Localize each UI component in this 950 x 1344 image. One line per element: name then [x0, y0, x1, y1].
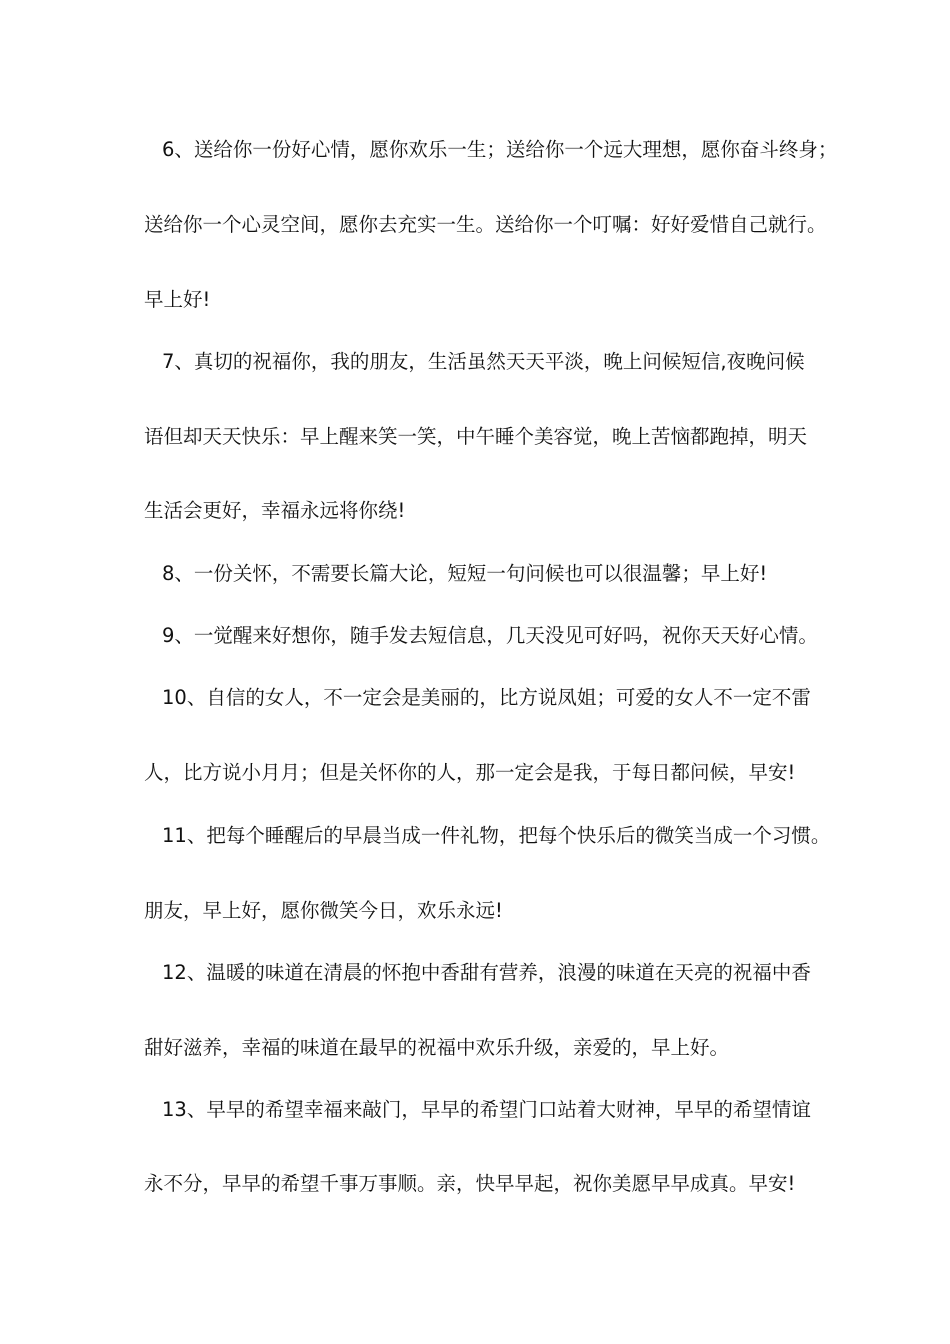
paragraph-6-line-1: 6、送给你一份好心情，愿你欢乐一生；送给你一个远大理想，愿你奋斗终身； [162, 138, 838, 161]
paragraph-13-line-2: 永不分，早早的希望千事万事顺。亲，快早早起，祝你美愿早早成真。早安! [144, 1172, 796, 1195]
paragraph-11-line-2: 朋友，早上好，愿你微笑今日，欢乐永远! [144, 899, 503, 922]
paragraph-7-line-3: 生活会更好，幸福永远将你绕! [144, 499, 406, 522]
paragraph-13-line-1: 13、早早的希望幸福来敲门，早早的希望门口站着大财神，早早的希望情谊 [162, 1098, 811, 1121]
paragraph-10-line-2: 人，比方说小月月；但是关怀你的人，那一定会是我，于每日都问候，早安! [144, 761, 796, 784]
paragraph-6-line-2: 送给你一个心灵空间，愿你去充实一生。送给你一个叮嘱：好好爱惜自己就行。 [144, 213, 827, 236]
paragraph-12-line-2: 甜好滋养，幸福的味道在最早的祝福中欢乐升级，亲爱的，早上好。 [144, 1036, 730, 1059]
paragraph-9-line-1: 9、一觉醒来好想你，随手发去短信息，几天没见可好吗，祝你天天好心情。 [162, 624, 818, 647]
paragraph-7-line-2: 语但却天天快乐：早上醒来笑一笑，中午睡个美容觉，晚上苦恼都跑掉，明天 [144, 425, 808, 448]
paragraph-6-line-3: 早上好! [144, 288, 211, 311]
paragraph-8-line-1: 8、一份关怀，不需要长篇大论，短短一句问候也可以很温馨；早上好! [162, 562, 768, 585]
paragraph-10-line-1: 10、自信的女人，不一定会是美丽的，比方说凤姐；可爱的女人不一定不雷 [162, 686, 811, 709]
paragraph-12-line-1: 12、温暖的味道在清晨的怀抱中香甜有营养，浪漫的味道在天亮的祝福中香 [162, 961, 811, 984]
paragraph-11-line-1: 11、把每个睡醒后的早晨当成一件礼物，把每个快乐后的微笑当成一个习惯。 [162, 824, 831, 847]
paragraph-7-line-1: 7、真切的祝福你，我的朋友，生活虽然天天平淡，晚上问候短信,夜晚问候 [162, 350, 805, 373]
